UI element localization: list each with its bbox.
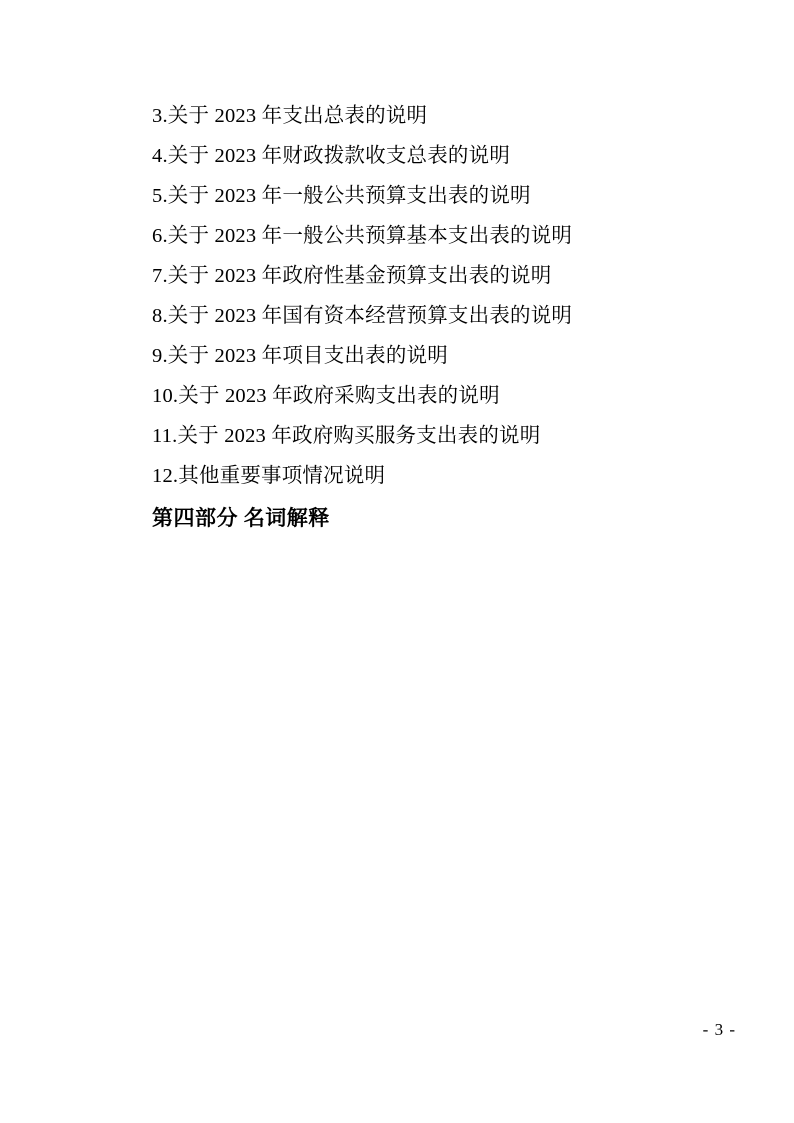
toc-entry: 8.关于 2023 年国有资本经营预算支出表的说明 (152, 305, 573, 327)
toc-entry: 3.关于 2023 年支出总表的说明 (152, 105, 428, 127)
toc-entry: 7.关于 2023 年政府性基金预算支出表的说明 (152, 265, 552, 287)
toc-entry: 6.关于 2023 年一般公共预算基本支出表的说明 (152, 225, 573, 247)
section-heading: 第四部分 名词解释 (152, 506, 330, 530)
table-of-contents (152, 96, 652, 538)
toc-entry: 12.其他重要事项情况说明 (152, 465, 386, 487)
page-number: - 3 - (702, 1020, 736, 1039)
toc-entry: 10.关于 2023 年政府采购支出表的说明 (152, 385, 500, 407)
toc-entry: 9.关于 2023 年项目支出表的说明 (152, 345, 448, 367)
toc-entry: 11.关于 2023 年政府购买服务支出表的说明 (152, 425, 541, 447)
toc-entry: 5.关于 2023 年一般公共预算支出表的说明 (152, 185, 531, 207)
toc-entry: 4.关于 2023 年财政拨款收支总表的说明 (152, 145, 511, 167)
